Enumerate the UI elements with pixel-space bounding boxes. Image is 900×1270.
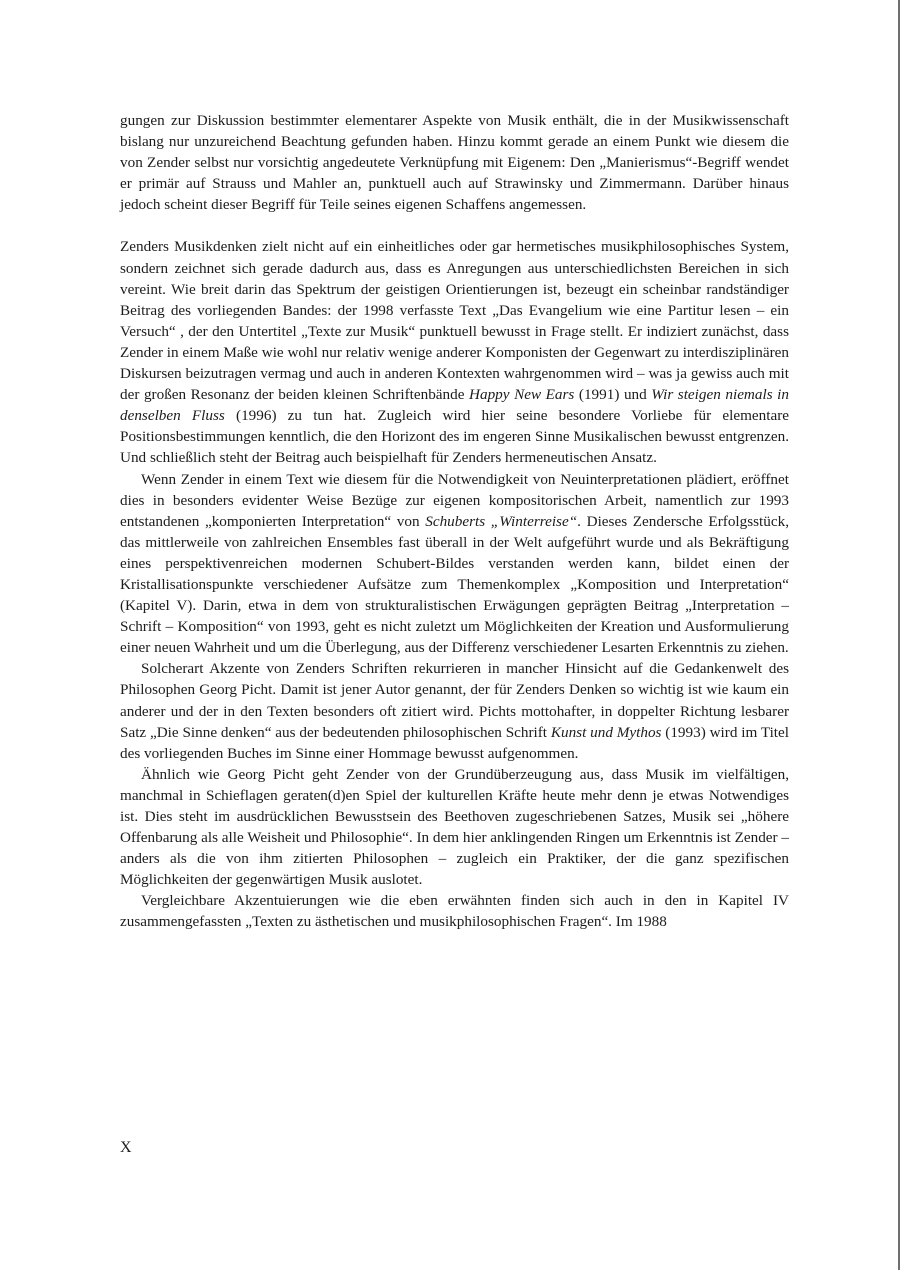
text-run: Vergleichbare Akzentuierungen wie die eben erwähnten finden sich auch in den in Kapitel IV zusammengefassten „Texten zu ästhetischen und musikphilosophischen Fragen“. Im 1988 [120,892,789,931]
text-run: (1991) und [574,386,652,404]
book-title: Happy New Ears [469,386,575,404]
text-run: . Dieses Zendersche Erfolgsstück, das mittlerweile von zahlreichen Ensembles fast überall in der Welt aufgeführt wurde und als Bekräftigung eines perspektivenreichen modernen Schubert-Bildes verstanden werden kann, bildet einen der Kristallisationspunkte verschiedener Aufsätze zum Themenkomplex „Komposition und Interpretation“ (Kapitel V). Darin, etwa in dem von strukturalistischen Erwägungen geprägten Beitrag „Interpretation – Schrift – Komposition“ von 1993, geht es nicht zuletzt um Möglichkeiten der Kreation und Ausformulierung einer neuen Wahrheit und um die Überlegung, aus der Differenz verschiedener Lesarten Erkenntnis zu ziehen. [120,512,790,657]
text-run: (1993) wird im Titel des vorliegenden Buches im Sinne einer Hommage bewusst aufgenommen. [120,723,789,762]
text-run: Wenn Zender in einem Text wie diesem für die Notwendigkeit von Neuinterpretationen plädiert, eröffnet dies in besonders evidenter Weise Bezüge zur eigenen kompositorischen Arbeit, namentlich zur 1993 entstandenen „komponierten Interpretation“ von [120,470,789,530]
page-number: X [120,1139,133,1156]
paragraph [120,658,789,763]
paragraph [120,890,789,932]
book-title: Wir steigen niemals in denselben Fluss [120,386,789,425]
text-run: (1996) zu tun hat. Zugleich wird hier seine besondere Vorliebe für elementare Positionsbestimmungen kenntlich, die den Horizont des im engeren Sinne Musikalischen bewusst entgrenzen. Und schließlich steht der Beitrag auch beispielhaft für Zenders hermeneutischen Ansatz. [120,407,789,467]
book-title: Kunst und Mythos [550,723,662,741]
text-run: Solcherart Akzente von Zenders Schriften rekurrieren in mancher Hinsicht auf die Gedankenwelt des Philosophen Georg Picht. Damit ist jener Autor genannt, der für Zenders Denken so wichtig ist wie kaum ein anderer und der in den Texten besonders oft zitiert wird. Pichts mottohafter, in doppelter Richtung lesbarer Satz „Die Sinne denken“ aus der bedeutenden philosophischen Schrift [120,660,789,741]
paragraph [120,764,789,891]
text-run: gungen zur Diskussion bestimmter elementarer Aspekte von Musik enthält, die in der Musikwissenschaft bislang nur unzureichend Beachtung gefunden haben. Hinzu kommt gerade an einem Punkt wie diesem die von Zender selbst nur vorsichtig angedeutete Verknüpfung mit Eigenem: Den „Manierismus“-Begriff wendet er primär auf Strauss und Mahler an, punktuell auch auf Strawinsky und Zimmermann. Darüber hinaus jedoch scheint dieser Begriff für Teile seines eigenen Schaffens angemessen. [120,112,789,214]
text-run: Ähnlich wie Georg Picht geht Zender von der Grundüberzeugung aus, dass Musik im vielfältigen, manchmal in Schieflagen geraten(d)en Spiel der kulturellen Kräfte heute mehr denn je etwas Notwendiges ist. Dies steht im ausdrücklichen Bewusstsein des Beethoven zugeschriebenen Satzes, Musik sei „höhere Offenbarung als alle Weisheit und Philosophie“. In dem hier anklingenden Ringen um Erkenntnis ist Zender – anders als die von ihm zitierten Philosophen – zugleich ein Praktiker, der die ganz spezifischen Möglichkeiten der gegenwärtigen Musik auslotet. [120,765,789,889]
paragraph [120,110,789,215]
paragraph [120,236,789,468]
paragraph [120,469,789,659]
body-text [120,110,789,933]
text-run: Zenders Musikdenken zielt nicht auf ein einheitliches oder gar hermetisches musikphilosophisches System, sondern zeichnet sich gerade dadurch aus, dass es Anregungen aus unterschiedlichsten Bereichen in sich vereint. Wie breit darin das Spektrum der geistigen Orientierungen ist, bezeugt ein scheinbar randständiger Beitrag des vorliegenden Bandes: der 1998 verfasste Text „Das Evangelium wie eine Partitur lesen – ein Versuch“ , der den Untertitel „Texte zur Musik“ punktuell bewusst in Frage stellt. Er indiziert zunächst, dass Zender in einem Maße wie wohl nur relativ wenige anderer Komponisten der Gegenwart zu interdisziplinären Diskursen beizutragen vermag und auch in anderen Kontexten wahrgenommen wird – was ja gewiss auch mit der großen Resonanz der beiden kleinen Schriftenbände [120,238,789,404]
work-title: Schuberts „Winterreise“ [425,512,578,530]
